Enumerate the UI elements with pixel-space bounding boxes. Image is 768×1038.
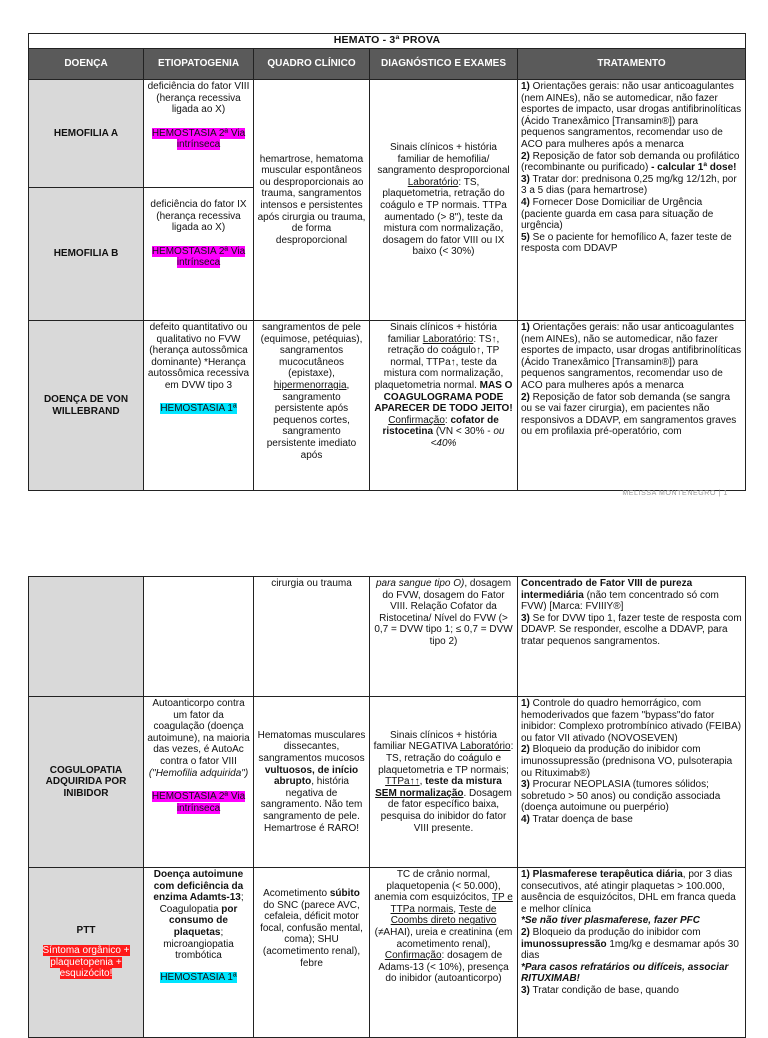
quadro-ptt-2: do SNC (parece AVC, cefaleia, déficit motor focal, confusão mental, coma); SHU (acometimento renal), febre [260, 899, 363, 969]
treat-ptt-2-bold: imunossupressão [521, 938, 607, 950]
header-row [29, 49, 746, 80]
treat-vw-2: Reposição de fator sob demanda (se sangra ou se vai fazer cirurgia), em pacientes não responsivos a DDAVP, em sangramentos graves ou em profilaxia pré-operatório, com [521, 391, 737, 438]
treat-vw-cont-3-num: 3) [521, 612, 530, 624]
treat-hemofilia-3-num: 3) [521, 173, 530, 185]
treat-coag-4: Tratar doença de base [529, 813, 633, 825]
quadro-von-willebrand [254, 321, 370, 491]
diag-ptt-3: (≠AHAI), ureia e creatinina (em acometimento renal), [374, 926, 513, 950]
diag-vw-lab: Laboratório [422, 333, 474, 345]
row-hemofilia-a [29, 80, 746, 188]
diag-coag-bold: teste da mistura [425, 776, 502, 788]
diag-vw-4: (VN < 30% - [435, 426, 494, 438]
diag-ptt [370, 868, 518, 1038]
disease-coagulopatia: COGULOPATIA ADQUIRIDA POR INIBIDOR [29, 697, 144, 868]
etio-coagulopatia [144, 697, 254, 868]
tag-hemostasia-2-coag: HEMOSTASIA 2ª Via intrínseca [151, 791, 246, 814]
diag-vw-cofator: cofator de ristocetina [382, 414, 499, 438]
quadro-hemofilia: hemartrose, hematoma muscular espontâneos ou desproporcionais ao trauma, sangramentos intensos e persistentes após cirurgia ou trauma, de forma desproporcional [254, 80, 370, 321]
treat-vw-1: Orientações gerais: não usar anticoagulantes (nem AINEs), não se automedicar, não fazer esportes de impacto, usar drogas antifibrinolíticas (Ácido Tranexâmico [Transamin®]) para pequenos sangramentos, recomendar uso de ACO para mulheres após a menarca [521, 322, 742, 391]
treat-hemofilia-1: Orientações gerais: não usar anticoagulantes (nem AINEs), não se automedicar, não fazer esportes de impacto, usar drogas antifibrinolíticas (Ácido Tranexâmico [Transamin®]) para pequenos sangramentos, recomendar uso de ACO para mulheres após a menarca [521, 81, 742, 150]
diag-coag-4: . Dosagem de fator específico baixa, pesquisa do inibidor do fator VIII presente. [380, 787, 512, 834]
etio-hemofilia-b [144, 188, 254, 321]
row-ptt [29, 868, 746, 1038]
header-diagnostico: DIAGNÓSTICO E EXAMES [370, 49, 518, 80]
quadro-coagulopatia [254, 697, 370, 868]
etio-ptt-2: ; microangiopatia trombótica [163, 926, 234, 962]
quadro-coag-1: Hematomas musculares dissecantes, sangramentos mucosos [257, 729, 366, 765]
treat-coag-4-num: 4) [521, 813, 530, 825]
etio-ptt-bold-1: Doença autoimune com deficiência da enzima Adamts-13 [153, 869, 244, 904]
treat-hemofilia-1-num: 1) [521, 81, 530, 92]
diag-vw-2: : TS↑, retração do coágulo↑, TP normal, TTPa↑, teste da mistura com normalização, plaquetometria normal. [374, 333, 504, 391]
diag-coag-2: : TS, retração do coágulo e plaquetometria e TP normais; [378, 741, 514, 776]
diag-ptt-1: TC de crânio normal, plaquetopenia (< 50.000), anemia com esquizócitos, [374, 869, 501, 904]
treat-ptt-1-num: 1) [521, 869, 530, 880]
treat-ptt-2: Bloqueio da produção do inibidor com [529, 926, 701, 938]
diag-ptt-confirmacao: Confirmação [384, 950, 442, 962]
page-footer: MELISSA MONTENEGRO | 1 [622, 490, 728, 497]
header-tratamento: TRATAMENTO [518, 49, 746, 80]
treat-ptt-1-bold: Plasmaferese terapêutica diária [529, 869, 683, 880]
disease-ptt [29, 868, 144, 1038]
treat-ptt [518, 868, 746, 1038]
tag-hemostasia-1-vw: HEMOSTASIA 1ª [160, 402, 237, 414]
treat-hemofilia-5-num: 5) [521, 231, 530, 243]
main-table-page-2 [28, 576, 746, 1038]
treat-vw-cont-3: Se for DVW tipo 1, fazer teste de resposta com DDAVP. Se responder, escolhe a DDAVP, para tratar pequenos sangramentos. [521, 612, 742, 647]
treat-ptt-3-num: 3) [521, 984, 530, 996]
diag-ptt-tp: TP e TTPa normais [390, 892, 513, 915]
diag-vw-continued [370, 577, 518, 697]
row-vw-continued [29, 577, 746, 697]
treat-coag-2-num: 2) [521, 744, 530, 756]
treat-coag-3-num: 3) [521, 779, 530, 791]
diag-vw-cont-italic: para sangue tipo O) [375, 578, 465, 589]
header-etiopatogenia: ETIOPATOGENIA [144, 49, 254, 80]
header-doenca: DOENÇA [29, 49, 144, 80]
diag-von-willebrand [370, 321, 518, 491]
treat-hemofilia-4: Fornecer Dose Domiciliar de Urgência (paciente guarda em casa para situação de urgência) [521, 196, 714, 232]
treat-vw-1-num: 1) [521, 322, 530, 333]
treat-ptt-2b: 1mg/kg e desmamar após 30 dias [521, 938, 739, 962]
disease-hemofilia-b: HEMOFILIA B [29, 188, 144, 321]
etio-ptt [144, 868, 254, 1038]
treat-coag-2: Bloqueio da produção do inibidor com imunossupressão (prednisona VO, pulsoterapia ou Rituximab®) [521, 744, 733, 779]
treat-vw-2-num: 2) [521, 391, 530, 403]
treat-vw-cont-1: (não tem concentrado só com FVW) [Marca: FVIIIY®] [521, 589, 719, 613]
row-coagulopatia [29, 697, 746, 868]
row-von-willebrand [29, 321, 746, 491]
treat-ptt-2-note: *Para casos refratários ou difíceis, associar RITUXIMAB! [521, 961, 729, 985]
diag-ptt-4: : dosagem de Adams-13 (< 10%), presença do inibidor (autoanticorpo) [378, 950, 509, 985]
diag-vw-cont: , dosagem do FVW, dosagem do Fator VIII. Relação Cofator da Ristocetina/ Nível do FVW (> 0,7 = DVW tipo 1; ≤ 0,7 = DVW tipo 2) [374, 578, 513, 647]
diag-coag-sem-normalizacao: SEM normalização [375, 787, 464, 799]
treat-hemofilia-2-bold: - calcular 1ª dose! [648, 162, 737, 174]
table-title-row [29, 34, 746, 49]
main-table-page-1 [28, 33, 746, 491]
treat-vw-cont-bold: Concentrado de Fator VIII de pureza intermediária [521, 578, 693, 601]
treat-ptt-3: Tratar condição de base, quando [529, 984, 679, 996]
treat-coag-1: Controle do quadro hemorrágico, com hemoderivados que fazem "bypass"do fator inibidor: Complexo protrombínico ativado (FEIBA) ou fator VII ativado (NOVOSEVEN) [521, 698, 742, 744]
diag-hemofilia [370, 80, 518, 321]
etio-ptt-bold-2: por consumo de plaquetas [169, 903, 238, 938]
diag-ptt-coombs: Teste de Coombs direto negativo [390, 903, 497, 927]
etio-ptt-1: ; Coagulopatia [159, 892, 244, 915]
quadro-vw-continued: cirurgia ou trauma [254, 577, 370, 697]
treat-coag-1-num: 1) [521, 698, 530, 709]
tag-hemostasia-2-b: HEMOSTASIA 2ª Via intrínseca [151, 245, 246, 269]
treat-von-willebrand [518, 321, 746, 491]
diag-coag-3: , [419, 776, 426, 788]
treat-ptt-2-num: 2) [521, 926, 530, 938]
treat-ptt-1: , por 3 dias consecutivos, até atingir plaquetas > 100.000, ausência de esquizócitos, DHL em franca queda e melhor clínica [521, 869, 736, 915]
treat-hemofilia-3: Tratar dor: prednisona 0,25 mg/kg 12/12h, por 3 a 5 dias (para hemartrose) [521, 173, 737, 197]
etio-coag-text: Autoanticorpo contra um fator da coagulação (doença autoimune), na maioria das vezes, é AutoAc contra o fator VIII [147, 698, 250, 767]
disease-hemofilia-a: HEMOFILIA A [29, 80, 144, 188]
tag-hemostasia-1-ptt: HEMOSTASIA 1ª [160, 971, 237, 983]
tag-ptt-red: Síntoma orgânico + plaquetopenia + esquizócito! [42, 944, 130, 980]
quadro-coag-bold: vultuosos, de início abrupto [264, 764, 359, 788]
diag-vw-warning: MAS O COAGULOGRAMA PODE APARECER DE TODO JEITO! [374, 379, 513, 415]
diag-coag-1: Sinais clínicos + história familiar NEGATIVA [373, 729, 497, 753]
diag-vw-confirmacao: Confirmação [388, 414, 445, 426]
quadro-ptt-1: Acometimento [263, 888, 330, 899]
table-title: HEMATO - 3ª PROVA [29, 34, 746, 49]
diag-coagulopatia [370, 697, 518, 868]
quadro-coag-2: , história negativa de sangramento. Não tem sangramento de pele. Hemartrose é RARO! [260, 776, 363, 834]
etio-vw-continued [144, 577, 254, 697]
treat-hemofilia-2-num: 2) [521, 150, 530, 162]
diag-vw-4-italic: ou <40% [430, 426, 505, 449]
treat-coag-3: Procurar NEOPLASIA (tumores sólidos; sobretudo > 50 anos) ou condição associada (doença autoimune ou puerpério) [521, 779, 721, 814]
quadro-ptt-bold: súbito [329, 888, 360, 899]
disease-ptt-name: PTT [76, 925, 96, 937]
tag-hemostasia-2-a: HEMOSTASIA 2ª Via intrínseca [151, 127, 246, 151]
treat-ptt-1-note: *Se não tiver plasmaferese, fazer PFC [521, 915, 700, 927]
diag-coag-lab: Laboratório [459, 741, 511, 753]
treat-hemofilia-5: Se o paciente for hemofílico A, fazer teste de resposta com DDAVP [521, 231, 732, 255]
diag-hemofilia-lab: Laboratório [407, 176, 459, 188]
diag-hemofilia-2: : TS, plaquetometria, retração do coágulo e TP normais. TTPa aumentado (> 8"), teste da mistura com normalização, dosagem do fator VIII ou IX baixo (< 30%) [380, 176, 507, 258]
diag-ptt-2: , [453, 903, 459, 915]
disease-vw-continued [29, 577, 144, 697]
etio-vw-text: defeito quantitativo ou qualitativo no FVW (herança autossômica dominante) *Herança autossômica recessiva em DVW tipo 3 [147, 322, 250, 391]
disease-von-willebrand: DOENÇA DE VON WILLEBRAND [29, 321, 144, 491]
etio-hemofilia-a-text: deficiência do fator VIII (herança recessiva ligada ao X) [147, 81, 250, 116]
diag-vw-3: : [444, 414, 451, 426]
diag-hemofilia-1: Sinais clínicos + história familiar de hemofilia/ sangramento desproporcional [377, 142, 510, 177]
header-quadro-clinico: QUADRO CLÍNICO [254, 49, 370, 80]
diag-coag-ttpa: TTPa↑↑ [385, 776, 420, 788]
treat-hemofilia [518, 80, 746, 321]
treat-hemofilia-4-num: 4) [521, 196, 530, 208]
etio-hemofilia-b-text: deficiência do fator IX (herança recessiva ligada ao X) [150, 199, 247, 234]
treat-coagulopatia [518, 697, 746, 868]
etio-hemofilia-a [144, 80, 254, 188]
etio-von-willebrand [144, 321, 254, 491]
quadro-ptt [254, 868, 370, 1038]
quadro-vw-hipermenorragia: hipermenorragia [273, 379, 347, 391]
treat-hemofilia-2: Reposição de fator sob demanda ou profilático (recombinante ou purificado) [521, 150, 740, 174]
etio-coag-italic: ("Hemofilia adquirida") [148, 767, 249, 779]
quadro-vw-2: , sangramento persistente após pequenos cortes, sangramento persistente imediato após [266, 379, 357, 461]
diag-vw-1: Sinais clínicos + história familiar [387, 322, 497, 345]
quadro-vw-1: sangramentos de pele (equimose, petéquias), sangramentos mucocutâneos (epistaxe), [260, 322, 363, 380]
treat-vw-continued [518, 577, 746, 697]
